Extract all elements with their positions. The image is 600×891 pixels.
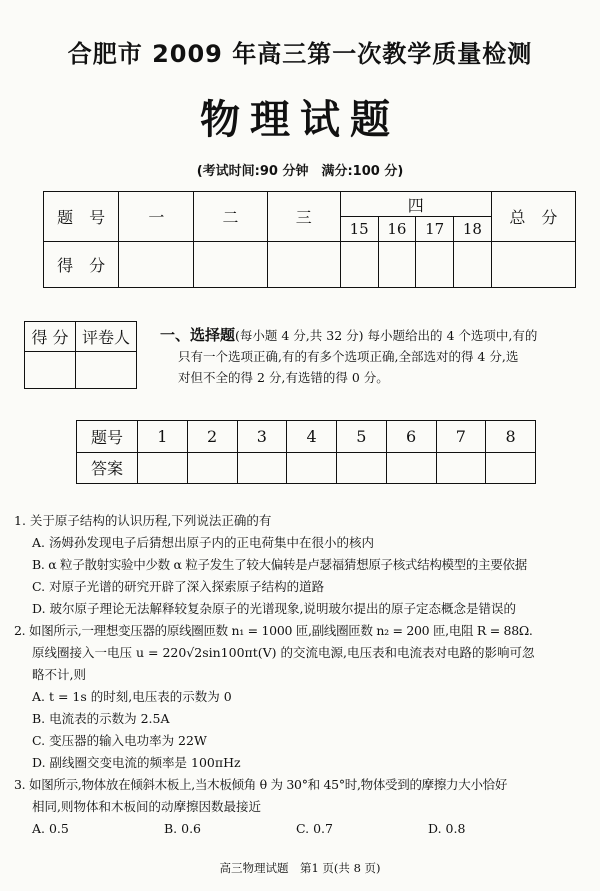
question-option: D. 玻尔原子理论无法解释较复杂原子的光谱现象,说明玻尔提出的原子定态概念是错误的 [32,601,516,616]
grader-name-label: 评卷人 [76,322,137,352]
questions [14,510,586,840]
question-option: A. 汤姆孙发现电子后猜想出原子内的正电荷集中在很小的核内 [32,535,374,550]
score-total: 总 分 [491,192,575,242]
answer-cell[interactable] [436,452,486,484]
question-option: C. 对原子光谱的研究开辟了深入探索原子结构的道路 [32,579,325,594]
question-option: B. 电流表的示数为 2.5A [32,711,170,726]
question-stem: 原线圈接入一电压 u = 220√2sin100πt(V) 的交流电源,电压表和电流表对电路的影响可忽 [32,645,535,660]
answer-cell[interactable] [237,452,287,484]
score-sub-16: 16 [378,217,416,242]
page-footer: 高三物理试题 第1 页(共 8 页) [219,861,381,875]
score-cell[interactable] [119,242,194,288]
answer-table [76,420,536,484]
score-table [43,191,576,288]
score-cell[interactable] [416,242,454,288]
answer-cell[interactable] [287,452,337,484]
score-cell[interactable] [491,242,575,288]
question-option: D. 副线圈交变电流的频率是 100πHz [32,755,241,770]
answer-cell[interactable] [486,452,536,484]
question-stem: 略不计,则 [32,667,86,682]
question-3 [14,774,586,840]
question-option: A. t = 1s 的时刻,电压表的示数为 0 [32,689,232,704]
answer-cell[interactable] [386,452,436,484]
answer-cell[interactable] [337,452,387,484]
section-one-instructions: (每小题 4 分,共 32 分) 每小题给出的 4 个选项中,有的 [235,328,538,343]
question-options-row [14,818,586,840]
score-cell[interactable] [378,242,416,288]
answer-cell[interactable] [138,452,188,484]
score-sub-17: 17 [416,217,454,242]
question-1 [14,510,586,620]
score-section-2: 二 [194,192,267,242]
section-one-header [160,325,580,388]
score-cell[interactable] [340,242,378,288]
section-one-instructions: 只有一个选项正确,有的有多个选项正确,全部选对的得 4 分,选 [178,349,519,364]
score-cell[interactable] [194,242,267,288]
answer-number: 8 [486,421,536,453]
score-section-3: 三 [267,192,340,242]
answer-number: 6 [386,421,436,453]
score-sub-15: 15 [340,217,378,242]
question-stem: 3. 如图所示,物体放在倾斜木板上,当木板倾角 θ 为 30°和 45°时,物体受到的摩擦力大小恰好 [14,777,508,792]
exam-title: 合肥市 2009 年高三第一次教学质量检测 [67,40,533,68]
section-one-instructions: 对但不全的得 2 分,有选错的得 0 分。 [178,370,389,385]
question-option: D. 0.8 [428,821,466,836]
answer-question-label: 题号 [77,421,138,453]
score-row-label: 得 分 [44,242,119,288]
question-option: B. α 粒子散射实验中少数 α 粒子发生了较大偏转是卢瑟福猜想原子核式结构模型的主要依据 [32,557,527,572]
answer-number: 7 [436,421,486,453]
question-stem: 2. 如图所示,一理想变压器的原线圈匝数 n₁ = 1000 匝,副线圈匝数 n₂ = 200 匝,电阻 R = 88Ω. [14,623,533,638]
score-col-label: 题 号 [44,192,119,242]
question-stem: 1. 关于原子结构的认识历程,下列说法正确的有 [14,513,272,528]
section-one-title: 一、选择题 [160,326,236,344]
score-section-1: 一 [119,192,194,242]
score-sub-18: 18 [454,217,492,242]
answer-number: 2 [187,421,237,453]
answer-number: 4 [287,421,337,453]
answer-number: 3 [237,421,287,453]
exam-info: (考试时间:90 分钟 满分:100 分) [196,164,404,179]
question-option: C. 变压器的输入电功率为 22W [32,733,207,748]
question-option: B. 0.6 [164,821,202,836]
score-cell[interactable] [267,242,340,288]
score-section-4: 四 [340,192,491,217]
subject-title: 物理试题 [200,96,400,143]
question-2 [14,620,586,774]
grader-name-cell[interactable] [76,352,137,389]
question-stem: 相同,则物体和木板间的动摩擦因数最接近 [32,799,261,814]
grader-score-cell[interactable] [25,352,76,389]
answer-number: 1 [138,421,188,453]
question-option: C. 0.7 [296,821,333,836]
answer-row-label: 答案 [77,452,138,484]
score-cell[interactable] [454,242,492,288]
question-option: A. 0.5 [32,821,69,836]
grader-score-label: 得 分 [25,322,76,352]
answer-cell[interactable] [187,452,237,484]
answer-number: 5 [337,421,387,453]
grader-table [24,321,137,389]
